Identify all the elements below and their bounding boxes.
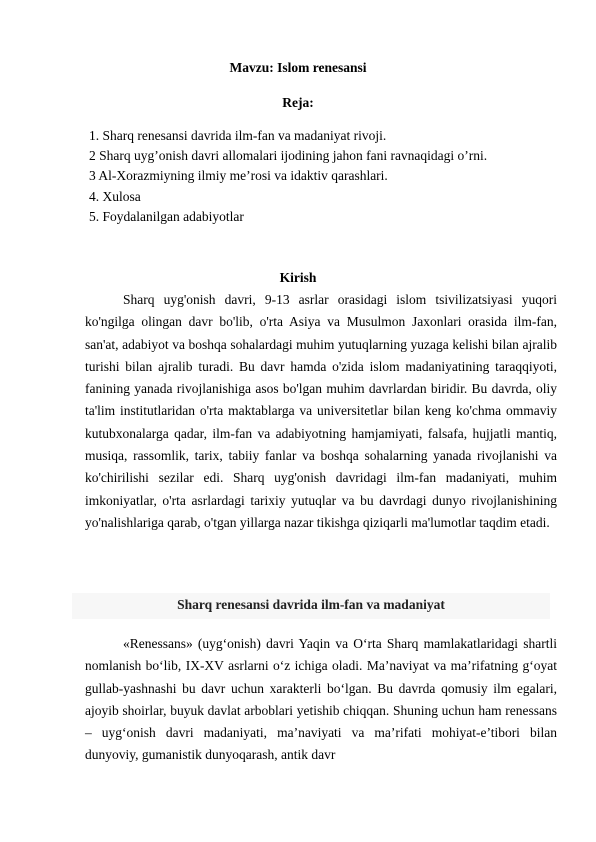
plan-item: 4. Xulosa bbox=[89, 188, 141, 204]
topic-title: Mavzu: Islom renesansi bbox=[229, 60, 367, 75]
plan-list bbox=[89, 126, 487, 227]
plan-item: 5. Foydalanilgan adabiyotlar bbox=[89, 208, 244, 224]
intro-paragraph: Sharq uyg'onish davri, 9-13 asrlar orasidagi islom tsivilizatsiyasi yuqori ko'ngilga olingan davr bo'lib, o'rta Asiya va Musulmon Jaxonlari orasida ilm-fan, san'at, adabiyot va boshqa sohalardagi muhim yutuqlarning yuzaga kelishi bilan ajralib turishi bilan ajralib turadi. Bu davr hamda o'zida islom madaniyatining taraqqiyoti, fanining yanada rivojlanishiga asos bo'lgan muhim davrlardan biridir. Bu davrda, oliy ta'lim institutlaridan o'rta maktablarga va universitetlar bilan keng ko'chma ommaviy kutubxonalarga qadar, ilm-fan va adabiyotning hamjamiyati, falsafa, hujjatli mantiq, musiqa, rassomlik, tarix, tabiiy fanlar va boshqa sohalarning yanada rivojlanishi va ko'chirilishi sezilar edi. Sharq uyg'onish davridagi ilm-fan madaniyati, muhim imkoniyatlar, o'rta asrlardagi tarixiy yutuqlar va bu davrdagi dunyo rivojlanishining yo'nalishlariga qarab, o'tgan yillarga nazar tikishga qiziqarli ma'lumotlar taqdim etadi. bbox=[85, 292, 557, 530]
section-heading: Sharq renesansi davrida ilm-fan va madaniyat bbox=[177, 597, 445, 612]
plan-item: 2 Sharq uyg’onish davri allomalari ijodining jahon fani ravnaqidagi o’rni. bbox=[89, 148, 488, 164]
section-paragraph: «Renessans» (uyg‘onish) davri Yaqin va O‘rta Sharq mamlakatlaridagi shartli nomlanish bo‘lib, IX-XV asrlarni o‘z ichiga oladi. Ma’naviyat va ma’rifatning g‘oyat gullab-yashnashi bu davr uchun xarakterli bo‘lgan. Bu davrda qomusiy ilm egalari, ajoyib shoirlar, buyuk davlat arboblari yetishib chiqqan. Shuning uchun ham renessans – uyg‘onish davri madaniyati, ma’naviyati va ma’rifati mohiyat-e’tibori bilan dunyoviy, gumanistik dunyoqarash, antik davr bbox=[85, 636, 557, 763]
intro-heading: Kirish bbox=[279, 270, 317, 285]
plan-item: 1. Sharq renesansi davrida ilm-fan va madaniyat rivoji. bbox=[89, 128, 387, 143]
plan-title: Reja: bbox=[282, 95, 314, 110]
plan-item: 3 Al-Xorazmiyning ilmiy me’rosi va idaktiv qarashlari. bbox=[89, 168, 388, 184]
